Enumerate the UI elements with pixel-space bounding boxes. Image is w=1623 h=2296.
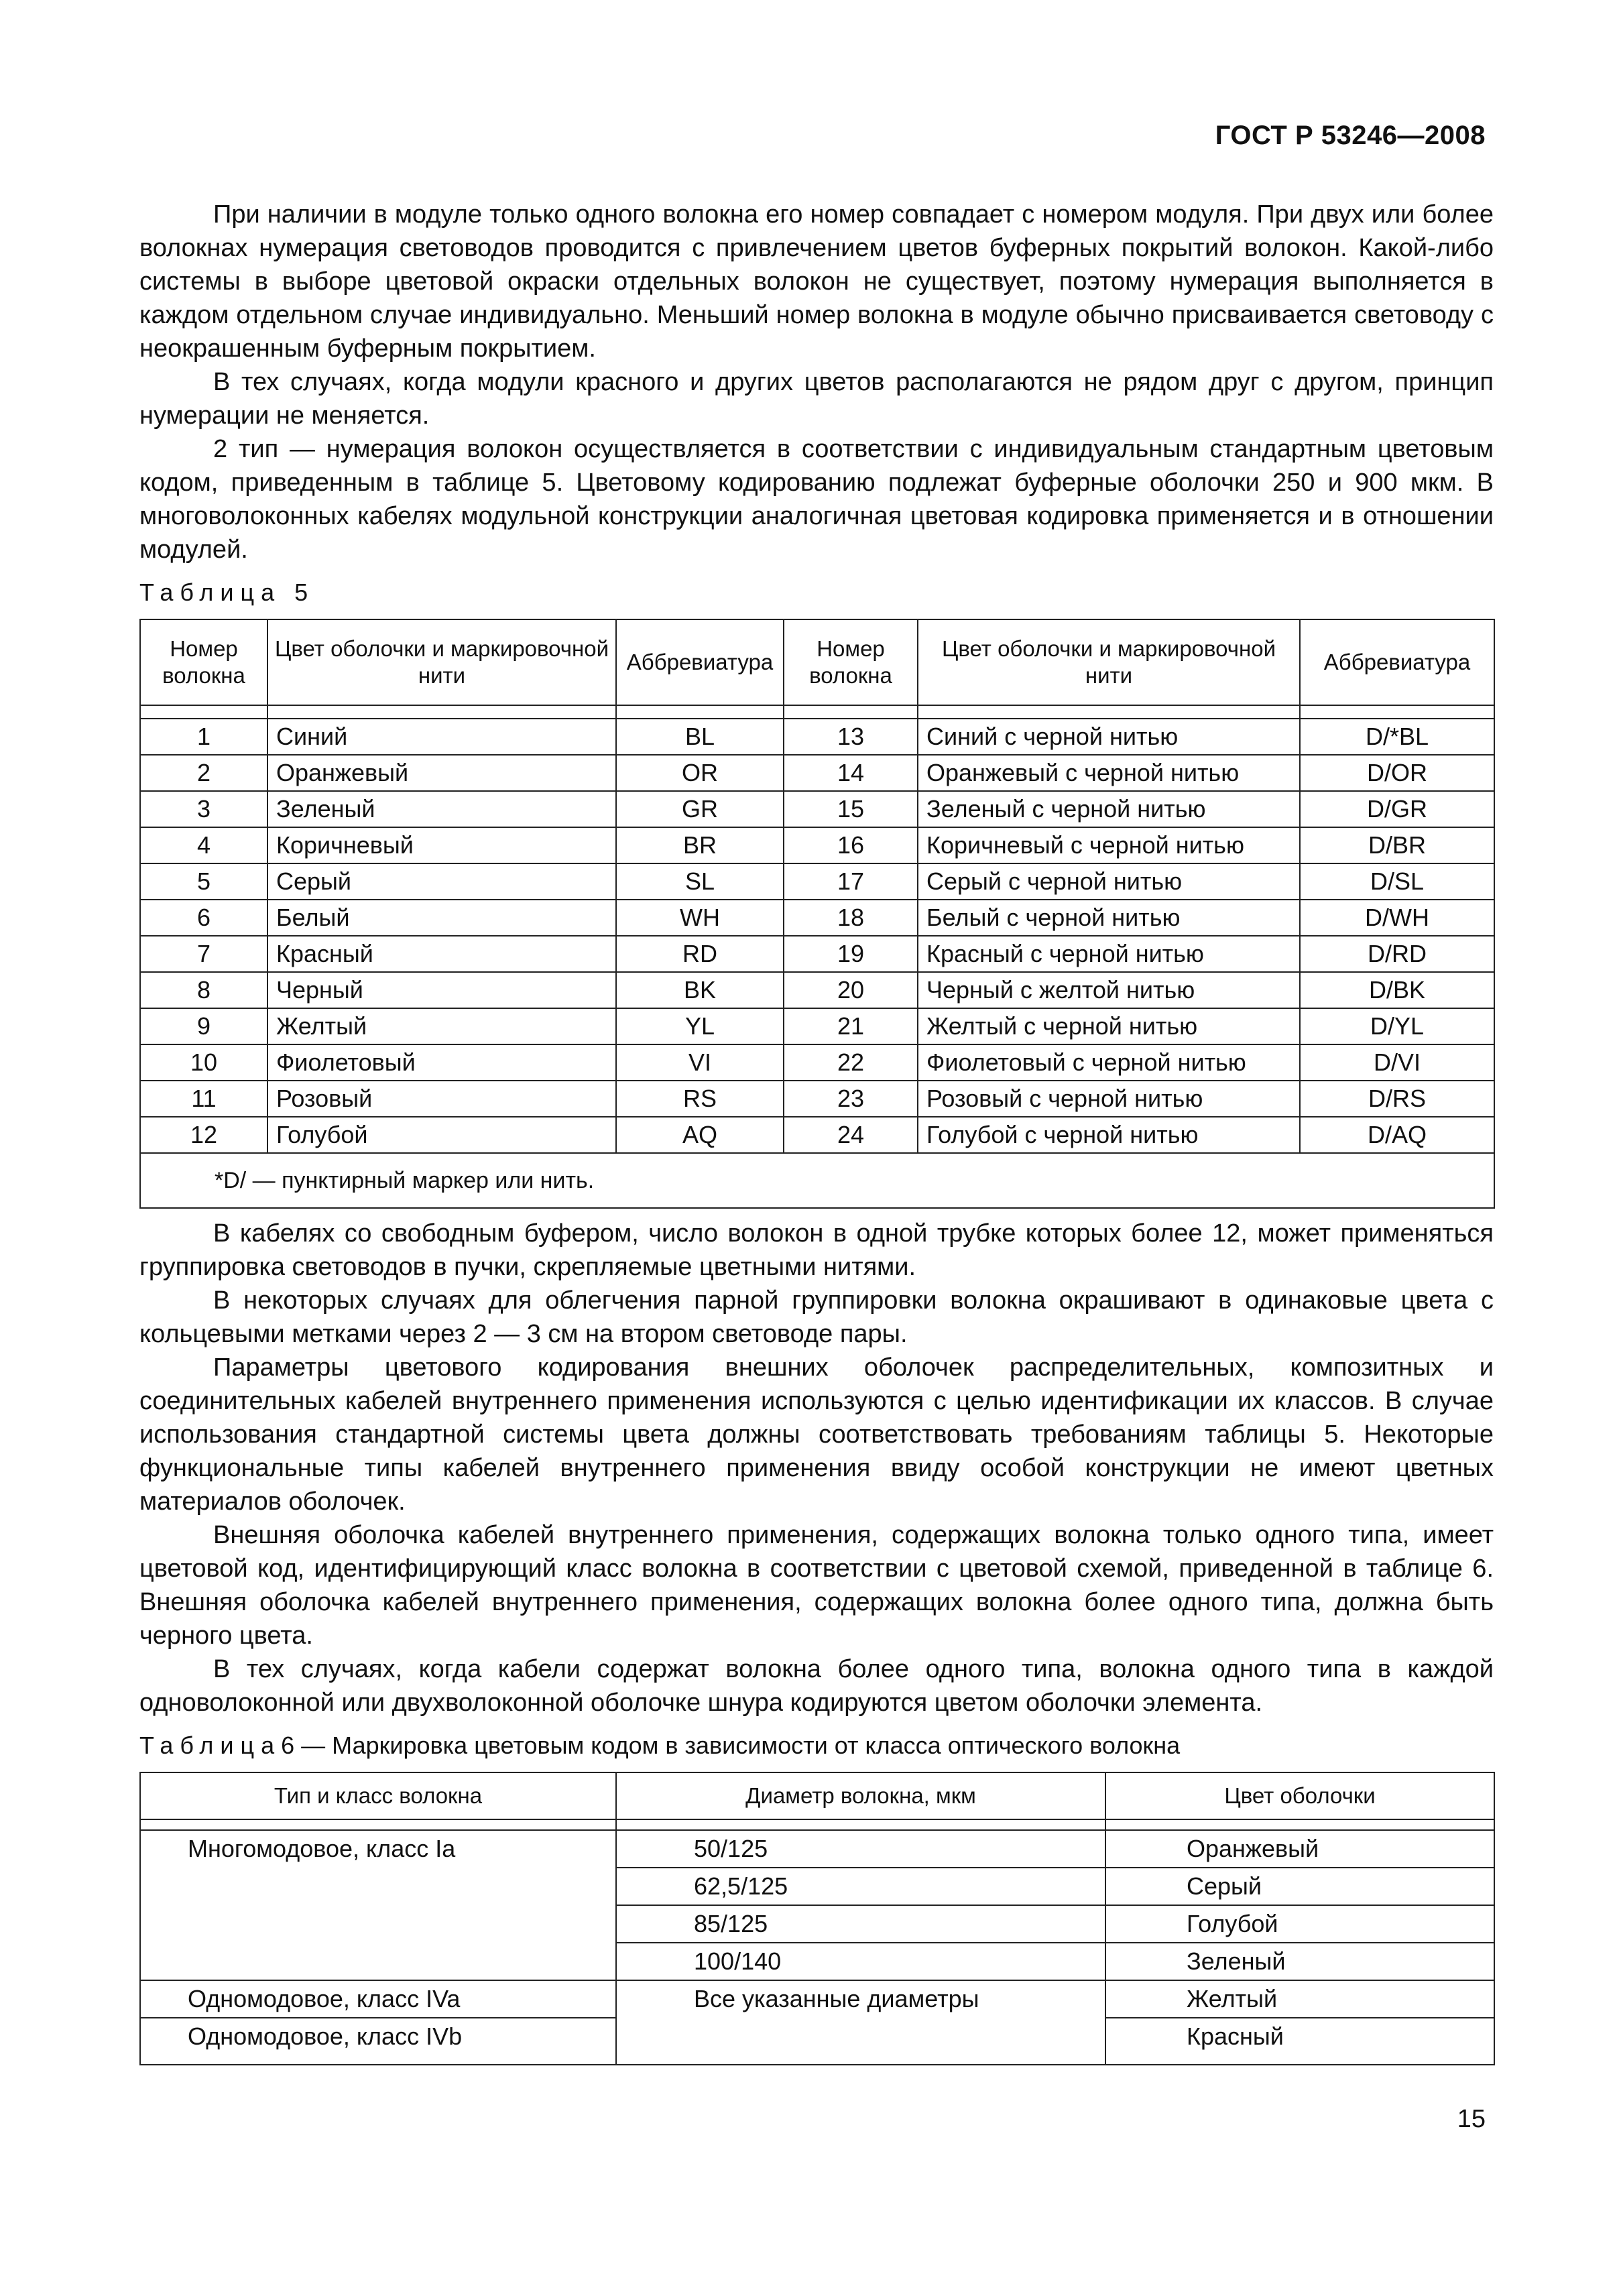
abbreviation-cell: D/SL [1300,863,1494,900]
fiber-number-cell: 2 [140,755,267,791]
abbreviation-cell: SL [616,863,784,900]
fiber-type-cell: Одномодовое, класс IVb [140,2018,616,2065]
table-row [140,1081,1494,1117]
color-name-cell: Розовый с черной нитью [918,1081,1300,1117]
table-row [140,863,1494,900]
paragraph: 2 тип — нумерация волокон осуществляется в соответствии с индивидуальным стандартным цветовым кодом, приведенным в таблице 5. Цветовому кодированию подлежат буферные оболочки 250 и 900 мкм. В многоволоконных кабелях модульной конструкции аналогичная цветовая кодировка применяется и в отношении модулей. [139,435,1494,564]
fiber-number-cell: 1 [140,719,267,755]
diameter-cell: 50/125 [616,1830,1105,1868]
color-cell: Серый [1105,1868,1494,1905]
table-header-row [140,1772,1494,1819]
abbreviation-cell: D/BR [1300,827,1494,863]
color-name-cell: Коричневый [267,827,616,863]
diameter-cell: 62,5/125 [616,1868,1105,1905]
diameter-cell: Все указанные диаметры [616,1980,1105,2065]
fiber-number-cell: 11 [140,1081,267,1117]
color-name-cell: Красный [267,936,616,972]
abbreviation-cell: OR [616,755,784,791]
abbreviation-cell: GR [616,791,784,827]
header-cell: Номер волокна [140,619,267,705]
header-cell: Диаметр волокна, мкм [616,1772,1105,1819]
abbreviation-cell: RD [616,936,784,972]
table-row [140,1830,1494,1868]
fiber-number-cell: 3 [140,791,267,827]
fiber-number-cell: 17 [784,863,918,900]
table-row [140,827,1494,863]
abbreviation-cell: D/GR [1300,791,1494,827]
table-row [140,755,1494,791]
page-number: 15 [1457,2105,1486,2133]
fiber-type-cell: Многомодовое, класс Ia [140,1830,616,1980]
abbreviation-cell: D/YL [1300,1008,1494,1044]
table-row [140,1044,1494,1081]
fiber-number-cell: 21 [784,1008,918,1044]
abbreviation-cell: WH [616,900,784,936]
color-name-cell: Голубой с черной нитью [918,1117,1300,1153]
fiber-number-cell: 16 [784,827,918,863]
paragraph: Внешняя оболочка кабелей внутреннего применения, содержащих волокна только одного типа, имеет цветовой код, идентифицирующий класс волокна в соответствии с цветовой схемой, приведенной в таблице 6. Внешняя оболочка кабелей внутреннего применения, содержащих волокна более одного типа, должна быть черного цвета. [139,1521,1494,1650]
paragraph: В тех случаях, когда модули красного и других цветов располагаются не рядом друг с другом, принцип нумерации не меняется. [139,368,1494,430]
fiber-number-cell: 6 [140,900,267,936]
abbreviation-cell: D/AQ [1300,1117,1494,1153]
color-cell: Голубой [1105,1905,1494,1943]
color-cell: Желтый [1105,1980,1494,2018]
table-row [140,972,1494,1008]
table-5 [139,619,1495,1209]
fiber-number-cell: 5 [140,863,267,900]
table-row [140,1008,1494,1044]
abbreviation-cell: D/WH [1300,900,1494,936]
header-cell: Номер волокна [784,619,918,705]
header-gap [140,705,1494,719]
diameter-cell: 85/125 [616,1905,1105,1943]
color-name-cell: Синий [267,719,616,755]
color-name-cell: Черный [267,972,616,1008]
color-name-cell: Зеленый [267,791,616,827]
color-name-cell: Оранжевый с черной нитью [918,755,1300,791]
fiber-number-cell: 19 [784,936,918,972]
abbreviation-cell: AQ [616,1117,784,1153]
table-header-row [140,619,1494,705]
header-cell: Тип и класс волокна [140,1772,616,1819]
table-row [140,1980,1494,2018]
color-name-cell: Желтый [267,1008,616,1044]
abbreviation-cell: BL [616,719,784,755]
standard-code: ГОСТ Р 53246—2008 [1215,121,1486,150]
table-note-row [140,1153,1494,1208]
color-name-cell: Голубой [267,1117,616,1153]
fiber-number-cell: 13 [784,719,918,755]
abbreviation-cell: D/*BL [1300,719,1494,755]
paragraph: В некоторых случаях для облегчения парной группировки волокна окрашивают в одинаковые цвета с кольцевыми метками через 2 — 3 см на втором световоде пары. [139,1286,1494,1348]
paragraph: Параметры цветового кодирования внешних оболочек распределительных, композитных и соединительных кабелей внутреннего применения используются с целью идентификации их классов. В случае использования стандартной системы цвета должны соответствовать требованиям таблицы 5. Некоторые функциональные типы кабелей внутреннего применения ввиду особой конструкции не имеют цветных материалов оболочек. [139,1353,1494,1516]
color-name-cell: Розовый [267,1081,616,1117]
fiber-number-cell: 8 [140,972,267,1008]
abbreviation-cell: BK [616,972,784,1008]
color-name-cell: Желтый с черной нитью [918,1008,1300,1044]
color-name-cell: Серый с черной нитью [918,863,1300,900]
color-name-cell: Синий с черной нитью [918,719,1300,755]
fiber-number-cell: 9 [140,1008,267,1044]
abbreviation-cell: D/RD [1300,936,1494,972]
fiber-number-cell: 12 [140,1117,267,1153]
fiber-type-cell: Одномодовое, класс IVa [140,1980,616,2018]
abbreviation-cell: D/VI [1300,1044,1494,1081]
table5-caption: Таблица 5 [139,579,315,606]
abbreviation-cell: RS [616,1081,784,1117]
fiber-number-cell: 15 [784,791,918,827]
abbreviation-cell: YL [616,1008,784,1044]
paragraph: При наличии в модуле только одного волокна его номер совпадает с номером модуля. При двух или более волокнах нумерация световодов проводится с привлечением цветов буферных покрытий волокон. Какой-либо системы в выборе цветовой окраски отдельных волокон не существует, поэтому нумерация выполняется в каждом отдельном случае индивидуально. Меньший номер волокна в модуле обычно присваивается световоду с неокрашенным буферным покрытием. [139,200,1494,363]
fiber-number-cell: 23 [784,1081,918,1117]
header-cell: Цвет оболочки [1105,1772,1494,1819]
color-name-cell: Белый [267,900,616,936]
color-cell: Красный [1105,2018,1494,2065]
header-gap [140,1819,1494,1830]
fiber-number-cell: 7 [140,936,267,972]
abbreviation-cell: D/OR [1300,755,1494,791]
table-row [140,900,1494,936]
fiber-number-cell: 24 [784,1117,918,1153]
color-name-cell: Фиолетовый с черной нитью [918,1044,1300,1081]
table6-caption: Таблица6 — Маркировка цветовым кодом в зависимости от класса оптического волокна [139,1732,1181,1759]
color-name-cell: Фиолетовый [267,1044,616,1081]
fiber-number-cell: 20 [784,972,918,1008]
abbreviation-cell: VI [616,1044,784,1081]
abbreviation-cell: BR [616,827,784,863]
color-name-cell: Коричневый с черной нитью [918,827,1300,863]
color-name-cell: Красный с черной нитью [918,936,1300,972]
header-cell: Цвет оболочки и маркировочной нити [918,619,1300,705]
fiber-number-cell: 10 [140,1044,267,1081]
fiber-number-cell: 14 [784,755,918,791]
fiber-number-cell: 4 [140,827,267,863]
header-cell: Цвет оболочки и маркировочной нити [267,619,616,705]
fiber-number-cell: 22 [784,1044,918,1081]
color-cell: Оранжевый [1105,1830,1494,1868]
abbreviation-cell: D/BK [1300,972,1494,1008]
header-cell: Аббревиатура [616,619,784,705]
table-row [140,1117,1494,1153]
table-6 [139,1772,1495,2065]
paragraph: В тех случаях, когда кабели содержат волокна более одного типа, волокна одного типа в каждой одноволоконной или двухволоконной оболочке шнура кодируются цветом оболочки элемента. [139,1655,1494,1717]
table-row [140,791,1494,827]
table-note: *D/ — пунктирный маркер или нить. [140,1153,1494,1208]
color-name-cell: Черный с желтой нитью [918,972,1300,1008]
table-row [140,936,1494,972]
color-cell: Зеленый [1105,1943,1494,1980]
color-name-cell: Зеленый с черной нитью [918,791,1300,827]
color-name-cell: Оранжевый [267,755,616,791]
table-row [140,719,1494,755]
color-name-cell: Серый [267,863,616,900]
paragraph: В кабелях со свободным буфером, число волокон в одной трубке которых более 12, может применяться группировка световодов в пучки, скрепляемые цветными нитями. [139,1219,1494,1281]
fiber-number-cell: 18 [784,900,918,936]
color-name-cell: Белый с черной нитью [918,900,1300,936]
diameter-cell: 100/140 [616,1943,1105,1980]
abbreviation-cell: D/RS [1300,1081,1494,1117]
header-cell: Аббревиатура [1300,619,1494,705]
document-body [139,198,1494,2065]
